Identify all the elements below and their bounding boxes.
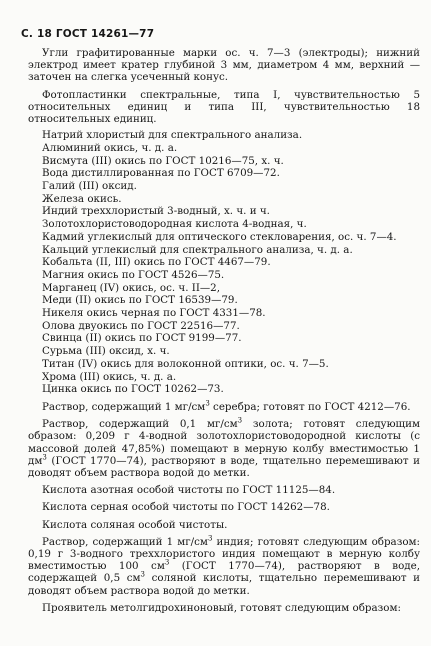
text-fragment: соляной кислоты, тщательно перемешивают и доводят объем раствора водой до метки. [28, 572, 420, 597]
paragraph-photoplates: Фотопластинки спектральные, типа I, чувствительностью 5 относительных единиц и типа III, чувствительностью 18 относительных единиц. [28, 88, 420, 126]
reagent-item: Натрий хлористый для спектрального анализа. [42, 129, 303, 142]
reagent-item: Цинка окись по ГОСТ 10262—73. [42, 383, 224, 396]
paragraph-hydrochloric-acid: Кислота соляная особой чистоты. [42, 518, 228, 531]
reagent-list [28, 129, 420, 396]
superscript: 3 [205, 399, 210, 408]
reagent-item: Железа окись. [42, 192, 122, 205]
text-fragment: (ГОСТ 1770—74), растворяют в воде, тщательно перемешивают и доводят объем раствора водой до метки. [28, 454, 420, 479]
superscript: 3 [237, 416, 243, 425]
document-body [28, 47, 420, 614]
paragraph-electrodes: Угли графитированные марки ос. ч. 7—3 (электроды); нижний электрод имеет кратер глубиной 3 мм, диаметром 4 мм, верхний — заточен на слегка усеченный конус. [28, 47, 420, 84]
reagent-item: Марганец (IV) окись, ос. ч. II—2, [42, 281, 221, 294]
text-fragment: индия; готовят следующим образом: 0,19 г 3-водного треххлористого индия помещают в мерную колбу вместимостью 100 см [28, 535, 420, 573]
text-fragment: Раствор, содержащий 1 мг/см [42, 400, 206, 413]
page-header: С. 18 ГОСТ 14261—77 [21, 28, 155, 40]
reagent-item: Висмута (III) окись по ГОСТ 10216—75, х. ч. [42, 154, 284, 167]
reagent-item: Титан (IV) окись для волоконной оптики, ос. ч. 7—5. [42, 357, 329, 370]
reagent-item: Магния окись по ГОСТ 4526—75. [42, 268, 225, 281]
paragraph-sulfuric-acid: Кислота серная особой чистоты по ГОСТ 14262—78. [42, 501, 330, 514]
paragraph-gold-solution [28, 418, 420, 479]
paragraph-indium-solution [28, 536, 420, 597]
reagent-item: Хрома (III) окись, ч. д. а. [42, 370, 177, 383]
text-fragment: серебра; готовят по ГОСТ 4212—76. [209, 400, 411, 413]
paragraph-nitric-acid: Кислота азотная особой чистоты по ГОСТ 11125—84. [42, 484, 336, 497]
text-fragment: золота; готовят следующим образом: 0,209 г 4-водной золотохлористоводородной кислоты (с массовой долей 47,85%) помещают в мерную колбу вместимостью 1 дм [28, 418, 421, 467]
reagent-item: Олова двуокись по ГОСТ 22516—77. [42, 319, 240, 332]
reagent-item: Алюминий окись, ч. д. а. [42, 141, 178, 154]
reagent-item: Сурьма (III) оксид, х. ч. [42, 345, 170, 358]
superscript: 3 [164, 558, 170, 567]
reagent-item: Галий (III) оксид. [42, 180, 137, 193]
superscript: 3 [207, 534, 213, 543]
text-fragment: Раствор, содержащий 1 мг/см [42, 535, 208, 548]
paragraph-silver-solution [28, 401, 420, 413]
reagent-item: Вода дистиллированная по ГОСТ 6709—72. [42, 167, 280, 180]
text-fragment: (ГОСТ 1770—74), растворяют в воде, содержащей 0,5 см [28, 560, 420, 585]
reagent-item: Кальций углекислый для спектрального анализа, ч. д. а. [42, 243, 353, 256]
superscript: 3 [140, 571, 145, 579]
reagent-item: Золотохлористоводородная кислота 4-водная, ч. [42, 218, 307, 231]
reagent-item: Никеля окись черная по ГОСТ 4331—78. [42, 307, 266, 320]
text-fragment: Раствор, содержащий 0,1 мг/см [42, 418, 238, 431]
reagent-item: Свинца (II) окись по ГОСТ 9199—77. [42, 332, 242, 345]
reagent-item: Меди (II) окись по ГОСТ 16539—79. [42, 294, 238, 307]
paragraph-developer: Проявитель метолгидрохиноновый, готовят следующим образом: [42, 601, 401, 614]
reagent-item: Индий треххлористый 3-водный, х. ч. и ч. [42, 205, 270, 218]
reagent-item: Кобальта (II, III) окись по ГОСТ 4467—79. [42, 256, 271, 269]
superscript: 3 [42, 453, 47, 462]
reagent-item: Кадмий углекислый для оптического стекловарения, ос. ч. 7—4. [42, 230, 397, 243]
